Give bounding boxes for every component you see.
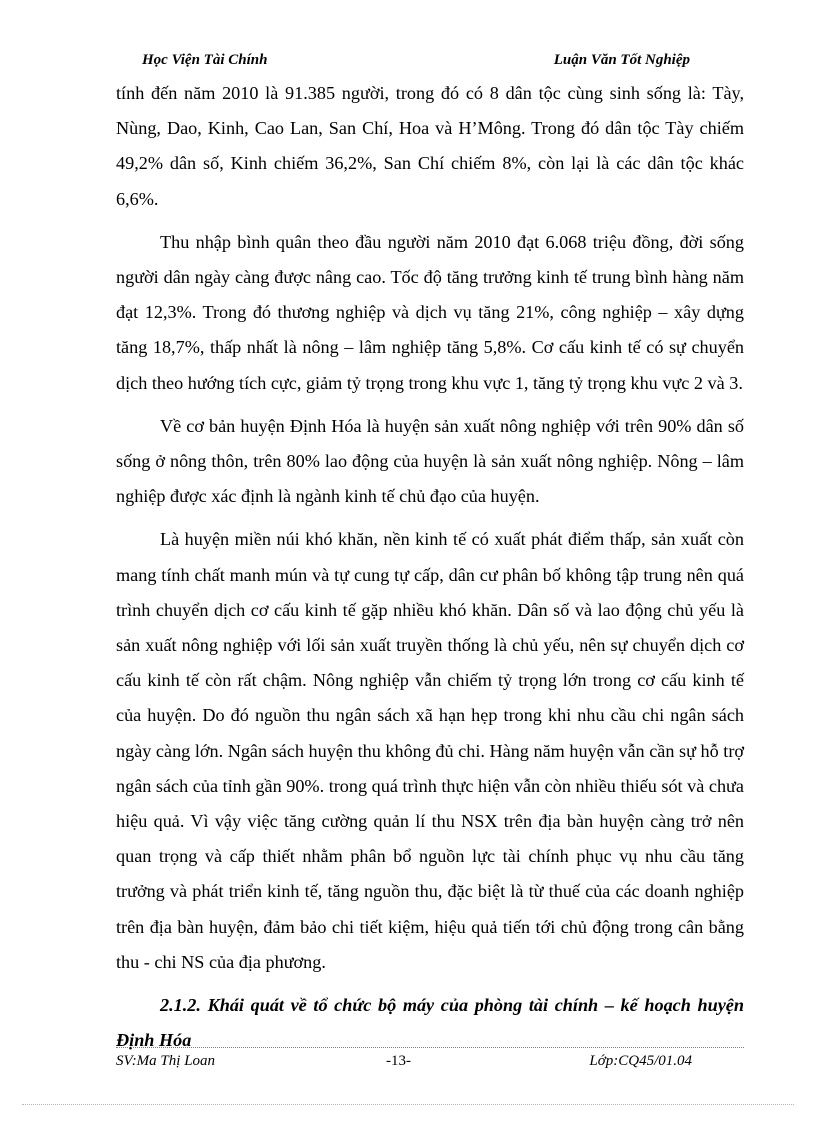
footer-class-code: Lớp:CQ45/01.04 <box>589 1053 692 1069</box>
paragraph-economy: Là huyện miền núi khó khăn, nền kinh tế có xuất phát điểm thấp, sản xuất còn mang tính chất manh mún và tự cung tự cấp, dân cư phân bố không tập trung nên quá trình chuyển dịch cơ cấu kinh tế gặp nhiều khó khăn. Dân số và lao động chủ yếu là sản xuất nông nghiệp với lối sản xuất truyền thống là chủ yếu, nên sự chuyển dịch cơ cấu kinh tế còn rất chậm. Nông nghiệp vẫn chiếm tỷ trọng lớn trong cơ cấu kinh tế của huyện. Do đó nguồn thu ngân sách xã hạn hẹp trong khi nhu cầu chi ngân sách ngày càng lớn. Ngân sách huyện thu không đủ chi. Hàng năm huyện vẫn cần sự hỗ trợ ngân sách của tỉnh gần 90%. trong quá trình thực hiện vẫn còn nhiều thiếu sót và chưa hiệu quả. Vì vậy việc tăng cường quản lí thu NSX trên địa bàn huyện càng trở nên quan trọng và cấp thiết nhằm phân bổ nguồn lực tài chính phục vụ nhu cầu tăng trưởng và phát triển kinh tế, tăng nguồn thu, đặc biệt là từ thuế của các doanh nghiệp trên địa bàn huyện, đảm bảo chi tiết kiệm, hiệu quả tiến tới chủ động trong cân bằng thu - chi NS của địa phương. <box>116 529 744 972</box>
footer-page-number: -13- <box>386 1053 411 1069</box>
paragraph-population: tính đến năm 2010 là 91.385 người, trong đó có 8 dân tộc cùng sinh sống là: Tày, Nùng, Dao, Kinh, Cao Lan, San Chí, Hoa và H’Mông. Trong đó dân tộc Tày chiếm 49,2% dân số, Kinh chiếm 36,2%, San Chí chiếm 8%, còn lại là các dân tộc khác 6,6%. <box>116 83 744 209</box>
header-thesis-title: Luận Văn Tốt Nghiệp <box>553 52 690 68</box>
section-heading: 2.1.2. Khái quát về tổ chức bộ máy của phòng tài chính – kế hoạch huyện Định Hóa <box>116 995 744 1051</box>
footer-divider <box>116 1047 744 1048</box>
page-bottom-border <box>22 1104 794 1105</box>
paragraph-agriculture: Về cơ bản huyện Định Hóa là huyện sản xuất nông nghiệp với trên 90% dân số sống ở nông thôn, trên 80% lao động của huyện là sản xuất nông nghiệp. Nông – lâm nghiệp được xác định là ngành kinh tế chủ đạo của huyện. <box>116 415 744 507</box>
page-footer <box>116 1053 692 1073</box>
footer-student-name: SV:Ma Thị Loan <box>116 1053 216 1069</box>
page-header <box>142 52 690 74</box>
header-institution: Học Viện Tài Chính <box>142 52 268 68</box>
main-content <box>116 76 744 1058</box>
paragraph-income: Thu nhập bình quân theo đầu người năm 2010 đạt 6.068 triệu đồng, đời sống người dân ngày càng được nâng cao. Tốc độ tăng trưởng kinh tế trung bình hàng năm đạt 12,3%. Trong đó thương nghiệp và dịch vụ tăng 21%, công nghiệp – xây dựng tăng 18,7%, thấp nhất là nông – lâm nghiệp tăng 5,8%. Cơ cấu kinh tế có sự chuyển dịch theo hướng tích cực, giảm tỷ trọng trong khu vực 1, tăng tỷ trọng khu vực 2 và 3. <box>116 231 744 393</box>
